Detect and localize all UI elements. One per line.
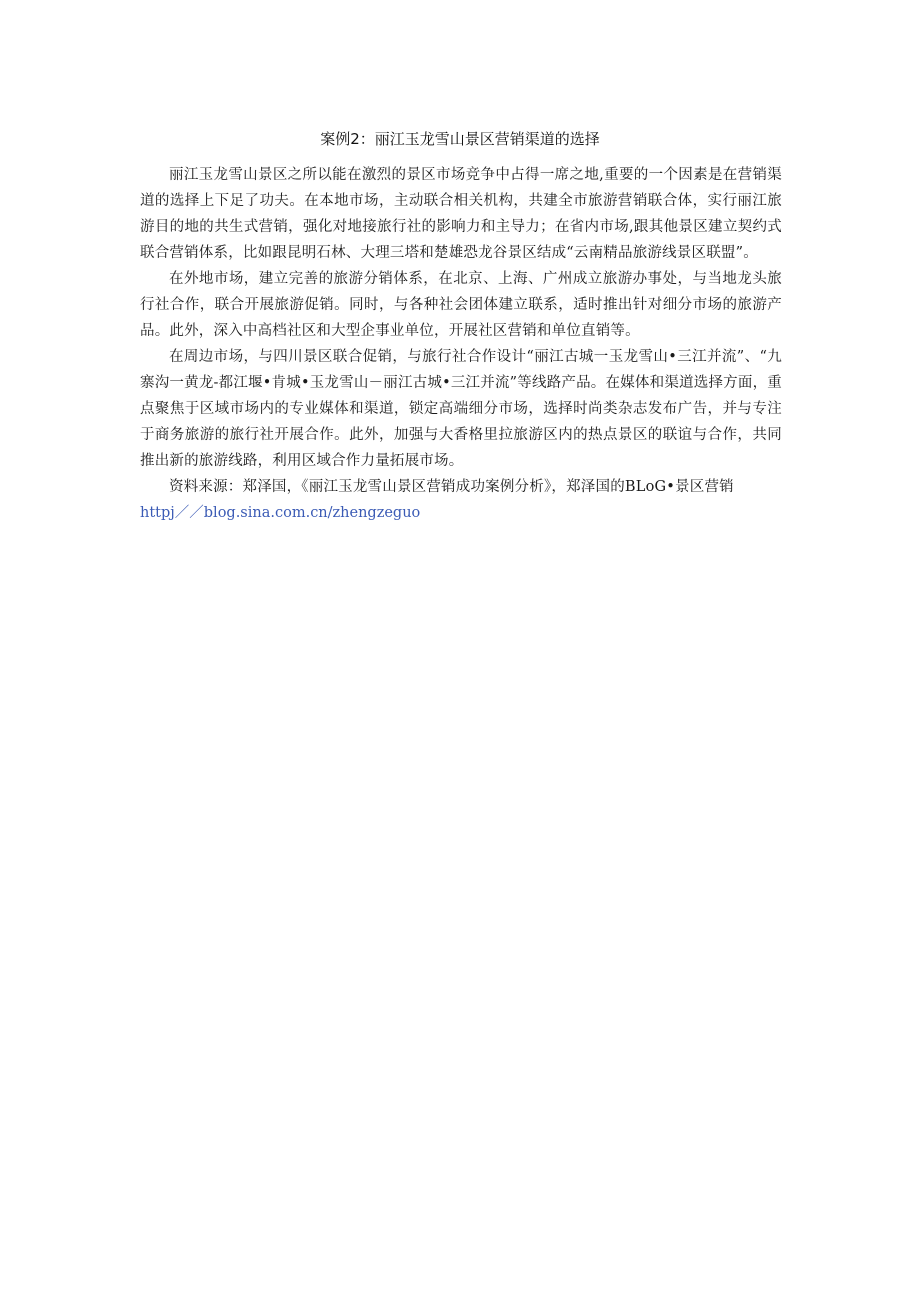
paragraph-external-market: 在外地市场，建立完善的旅游分销体系，在北京、上海、广州成立旅游办事处，与当地龙头旅行社合作，联合开展旅游促销。同时，与各种社会团体建立联系，适时推出针对细分市场的旅游产品。此外，深入中高档社区和大型企事业单位，开展社区营销和单位直销等。 — [140, 271, 782, 339]
source-citation: 资料来源：郑泽国，《丽江玉龙雪山景区营销成功案例分析》，郑泽国的BLoG•景区营销 — [169, 479, 734, 495]
document-body — [140, 162, 782, 526]
document-title: 案例2：丽江玉龙雪山景区营销渠道的选择 — [320, 130, 600, 148]
paragraph-surrounding-market: 在周边市场，与四川景区联合促销，与旅行社合作设计“丽江古城一玉龙雪山•三江并流”、“九寨沟一黄龙-都江堰•肯城•玉龙雪山－丽江古城•三江并流”等线路产品。在媒体和渠道选择方面，重点聚焦于区域市场内的专业媒体和渠道，锁定高端细分市场，选择时尚类杂志发布广告，并与专注于商务旅游的旅行社开展合作。此外，加强与大香格里拉旅游区内的热点景区的联谊与合作，共同推出新的旅游线路，利用区域合作力量拓展市场。 — [140, 349, 782, 469]
paragraph-local-market: 丽江玉龙雪山景区之所以能在激烈的景区市场竞争中占得一席之地,重要的一个因素是在营销渠道的选择上下足了功夫。在本地市场，主动联合相关机构，共建全市旅游营销联合体，实行丽江旅游目的地的共生式营销，强化对地接旅行社的影响力和主导力；在省内市场,跟其他景区建立契约式联合营销体系，比如跟昆明石林、大理三塔和楚雄恐龙谷景区结成“云南精品旅游线景区联盟”。 — [140, 167, 782, 261]
source-link[interactable]: httpj／／blog.sina.com.cn/zhengzeguo — [140, 505, 421, 521]
